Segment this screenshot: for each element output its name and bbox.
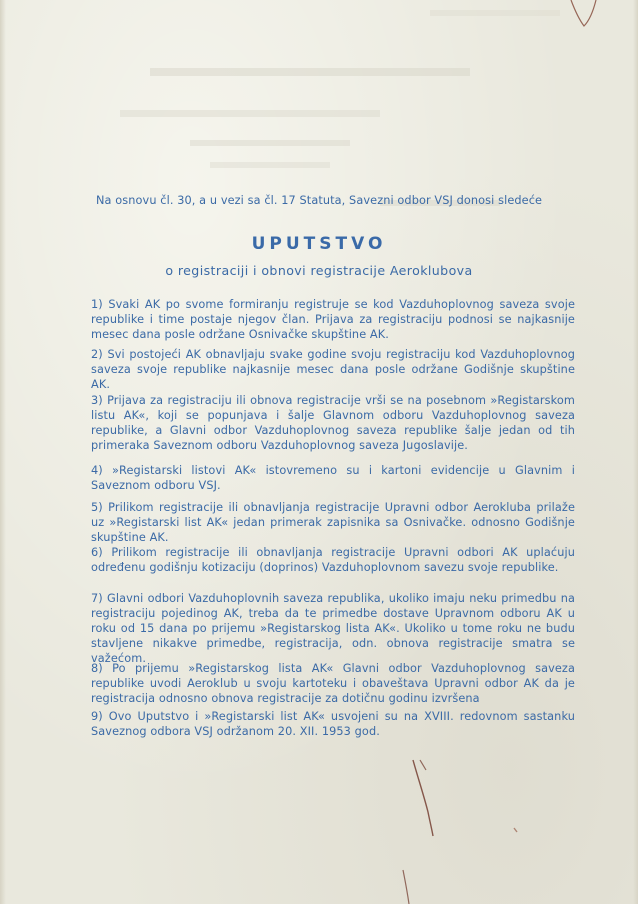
item-4: 4) »Registarski listovi AK« istovremeno su i kartoni evidencije u Glavnim i Saveznom odboru VSJ. [91,464,575,492]
item-8: 8) Po prijemu »Registarskog lista AK« Glavni odbor Vazduhoplovnog saveza republike uvodi Aeroklub u svoju kartoteku i obaveštava Upravni odbor AK da je registracija odnosno obnova registracije za dotičnu godinu izvršena [91,662,575,705]
item-9: 9) Ovo Uputstvo i »Registarski list AK« usvojeni su na XVIII. redovnom sastanku Saveznog odbora VSJ održanom 20. XII. 1953 god. [91,710,575,738]
item-7: 7) Glavni odbori Vazduhoplovnih saveza republika, ukoliko imaju neku primedbu na registraciju pojedinog AK, treba da te primedbe dostave Upravnom odboru AK u roku od 15 dana po prijemu »Registarskog lista AK«. Ukoliko u tome roku ne budu stavljene nikakve primedbe, registracija, odn. obnova registracije smatra se važećom. [91,592,575,665]
intro-paragraph: Na osnovu čl. 30, a u vezi sa čl. 17 Statuta, Savezni odbor VSJ donosi sledeće [96,194,543,207]
document-title: UPUTSTVO [251,234,387,254]
item-2: 2) Svi postojeći AK obnavljaju svake godine svoju registraciju kod Vazduhoplovnog saveza svoje republike najkasnije mesec dana posle održane Godišnje skupštine AK. [91,348,575,391]
pen-stroke-top-right [571,0,596,26]
item-5: 5) Prilikom registracije ili obnavljanja registracije Upravni odbor Aerokluba prilaže uz »Registarski list AK« jedan primerak zapisnika sa Osnivačke. odnosno Godišnje skupštine AK. [91,501,575,544]
item-6: 6) Prilikom registracije ili obnavljanja registracije Upravni odbori AK uplaćuju određenu godišnju kotizaciju (doprinos) Vazduhoplovnom savezu svoje republike. [91,546,575,574]
pen-stroke-bottom [403,870,409,904]
pen-tick-right [420,760,426,770]
pen-stroke-mid-right [413,760,433,836]
item-3: 3) Prijava za registraciju ili obnova registracije vrši se na posebnom »Registarskom listu AK«, koji se popunjava i šalje Glavnom odboru Vazduhoplovnog saveza republike, a Glavni odbor Vazduhoplovnog saveza republike šalje jedan od tih primeraka Saveznom odboru Vazduhoplovnog saveza Jugoslavije. [91,394,575,452]
pen-dot-mark [514,828,517,832]
document-subtitle: o registraciji i obnovi registracije Aeroklubova [165,263,473,278]
item-1: 1) Svaki AK po svome formiranju registruje se kod Vazduhoplovnog saveza svoje republike i time postaje njegov član. Prijava za registraciju podnosi se najkasnije mesec dana posle održane Osnivačke skupštine AK. [91,298,575,341]
